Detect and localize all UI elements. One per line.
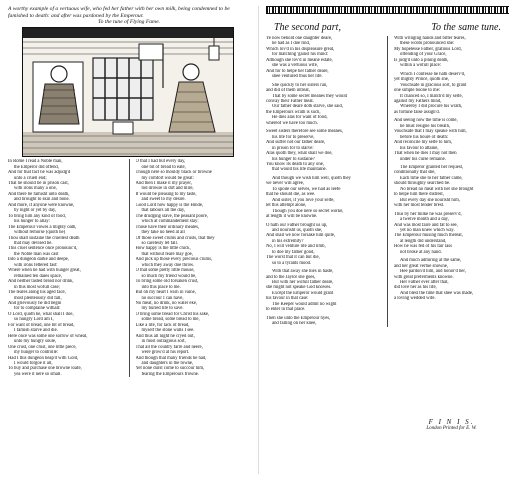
verse-line: at length did understand, xyxy=(400,238,447,244)
verse-line: some bread, some bread to me, xyxy=(141,317,200,323)
verse-line: The Emperour vowes a mighty oath, xyxy=(8,224,77,230)
verse-line: and nourisht us, quoth she, xyxy=(272,227,323,233)
verse-line: My hopelesse Father, gratious Lord, xyxy=(394,46,462,52)
verse-line: to helpe him there distrest, xyxy=(394,192,444,198)
verse-line: and brought to skin and bone. xyxy=(14,197,70,203)
verse-line: But oh my heart I wish in vaine, xyxy=(135,290,196,296)
verse-line: O Lord, quoth he, what shall I doe, xyxy=(8,311,74,317)
verse-line: Sweet sisters therefore see some meanes, xyxy=(266,129,344,135)
verse-line: This cruel sentence once pronounc'd, xyxy=(8,246,78,252)
tune-line: To the tune of Flying Fame. xyxy=(98,19,160,26)
verse-line: should throughly searched be. xyxy=(394,181,451,187)
verse-line: that may devised be. xyxy=(14,240,53,246)
verse-line: Yet none durst come to succour him, xyxy=(135,366,205,372)
column-rule xyxy=(387,36,388,327)
verse-line: And for to helpe her father deare, xyxy=(266,68,329,74)
verse-line: and sweet to my desire. xyxy=(141,197,186,203)
verse-line: And reconcile my selfe to him, xyxy=(394,140,453,146)
verse-line: Where when he had with hunger great, xyxy=(8,268,81,274)
finis-text: F I N I S. xyxy=(428,418,475,426)
verse-line: these words pronounced she: xyxy=(400,41,455,47)
verse-line: so much my friend would be, xyxy=(141,273,197,279)
verse-line: my hunger to controlle: xyxy=(14,350,59,356)
verse-line: Our father deare doth starve, she said, xyxy=(272,104,344,110)
left-text-columns xyxy=(8,159,250,377)
verse-line: One crust, one crust, one little piece, xyxy=(8,344,77,350)
verse-line: not broke at any hand. xyxy=(400,249,442,255)
verse-line: Ye now behold one daughter deare, xyxy=(266,36,333,41)
verse-line: she was a vertuous wife, xyxy=(272,63,318,69)
verse-line: no succour I can have, xyxy=(141,295,184,301)
verse-line: And there be famisht unto death, xyxy=(8,191,70,197)
verse-line: It chanced so, I match'd my selfe, xyxy=(400,93,463,99)
verse-line: That by some secret meanes they would xyxy=(272,93,347,99)
verse-line: That all the country farre and neere, xyxy=(135,344,203,350)
verse-line: No, I will venture life and limb, xyxy=(266,244,326,250)
verse-line: Except the Emperor would grant xyxy=(272,290,334,296)
verse-line: by night or yet by day, xyxy=(14,208,57,214)
verse-line: Here once was some one sorrow of wheat, xyxy=(8,333,88,339)
verse-line: to doe my father good, xyxy=(272,249,315,255)
verse-line: with irons fettered fast: xyxy=(14,262,58,268)
verse-line: with great preferments knowne. xyxy=(394,274,454,280)
verse-line: he had as I doe find, xyxy=(272,41,311,47)
verse-line: the Emperor did offend, xyxy=(14,164,59,170)
verse-line: Had I this dungeon heap'd with Gold, xyxy=(8,355,79,361)
verse-line: in most outragious sort, xyxy=(141,339,186,345)
verse-line: And shall we now forsake him quite, xyxy=(266,233,336,239)
verse-line: unto my hungry soule, xyxy=(14,339,57,345)
verse-line: offending of your Grace, xyxy=(400,52,447,58)
verse-line: O bring some bread for Christ his sake, xyxy=(135,311,210,317)
heading-second-part: The second part, xyxy=(274,22,341,33)
verse-line: within a wofull place: xyxy=(400,63,442,69)
verse-line: Then she unto the Emperour hyes, xyxy=(266,315,331,321)
verse-line: The teares along his aged face, xyxy=(8,290,66,296)
woodcut-illustration xyxy=(22,27,234,157)
verse-line: Thou shalt sustaine the cruellest death xyxy=(8,235,80,241)
top-ornament-border xyxy=(266,6,509,14)
verse-line: She quickly to her sisters ran, xyxy=(272,82,328,88)
verse-line: I famish starve and die. xyxy=(14,328,58,334)
verse-line: that would his life maintaine. xyxy=(272,167,327,173)
verse-line: The worst that it can but die, xyxy=(266,255,320,261)
verse-line: we never will agree, xyxy=(266,181,305,187)
verse-line: conditionally that she, xyxy=(394,170,436,176)
verse-line: Vouchsafe that I may speake with him, xyxy=(394,129,467,135)
verse-line: fearing the Emperours frowne. xyxy=(141,371,200,377)
verse-line: And seeing now the time is come, xyxy=(394,118,458,124)
verse-line: But every day she nourisht him, xyxy=(400,197,460,203)
verse-line: With that away she hies in haste, xyxy=(272,269,334,275)
verse-line: his favour to attaine, xyxy=(400,145,439,151)
verse-line: O that I had but every day, xyxy=(135,159,186,165)
left-page xyxy=(8,6,250,377)
verse-line: And though we wish him well, quoth they xyxy=(272,175,351,181)
right-column-1 xyxy=(266,36,381,327)
verse-line: his favour in that case: xyxy=(266,296,309,302)
verse-line: And grievously he did begin xyxy=(8,300,62,306)
verse-line: Hee pardon'd him, and honor'd her, xyxy=(400,269,466,275)
verse-line: in prison for to starve: xyxy=(272,145,314,151)
verse-line: Thus by her milke he was preserv'd, xyxy=(394,211,462,217)
verse-line: And then I make it my prayer, xyxy=(135,181,192,186)
verse-line: Though you doe nere so secret worke, xyxy=(272,208,344,214)
verse-line: He dies alas for want of food, xyxy=(272,115,328,121)
verse-line: she might not speake God knowes. xyxy=(266,285,332,291)
verse-line: my comfort would be great: xyxy=(141,175,194,181)
verse-line: tod drowse in dirt and mire, xyxy=(141,186,194,192)
verse-line: And pick up those every precious crums, xyxy=(135,257,213,263)
verse-line: How happy is the little chick, xyxy=(135,246,191,252)
verse-line: for matching 'gainst his mind: xyxy=(272,52,329,58)
verse-line: unto a cruell end; xyxy=(14,175,47,181)
verse-line: And neither tasted bread nor drink, xyxy=(8,279,74,285)
verse-line: shee ventured thus her life. xyxy=(272,74,323,80)
verse-line: It would be pleasing to my taste, xyxy=(135,191,197,197)
verse-line: Those have their ordinary meales, xyxy=(135,224,200,230)
verse-line: myself the stone walls I see. xyxy=(141,328,195,334)
verse-line: For want of bread, one bit of bread, xyxy=(8,322,75,328)
verse-line: which they away doe throw. xyxy=(141,262,195,268)
verse-line: so carelesly let fall. xyxy=(141,240,178,246)
verse-line: And was most faire and fat to see, xyxy=(394,222,458,228)
verse-line: the Emperours wrath is such, xyxy=(266,109,321,115)
verse-line: The Emperour musing much thereat, xyxy=(394,233,463,239)
right-text-columns xyxy=(266,36,509,327)
verse-line: against my Fathers mind, xyxy=(394,98,442,104)
verse-line: I would forgoe it all, xyxy=(14,360,53,366)
verse-line: did love her as his life, xyxy=(394,285,437,291)
verse-line: And though that many friends he had, xyxy=(135,355,207,361)
verse-line: in his extremity? xyxy=(272,238,304,244)
verse-line: Vouchsafe in gracious sort, to grant xyxy=(400,82,467,88)
verse-line: a loving wedded wife. xyxy=(394,296,436,302)
woodcut-image xyxy=(23,28,233,156)
verse-line: and falling on her knee, xyxy=(272,321,317,327)
verse-line: a twelve month and a day, xyxy=(400,217,449,223)
verse-line: that labours all the day, xyxy=(141,208,186,214)
verse-line: Which I confesse he hath deserv'd, xyxy=(400,71,466,77)
verse-line: most plenteously did fall, xyxy=(14,295,62,301)
verse-line: Good Lord how happy is the Hinde, xyxy=(135,202,204,208)
verse-line: as fortune false assign'd. xyxy=(394,109,440,115)
verse-line: Though nere so mouldy black or browne xyxy=(135,170,212,176)
verse-line: yet no man knew which way. xyxy=(400,227,455,233)
verse-line: To spoile our selves, we had as leefe xyxy=(272,186,341,192)
verse-line: at length it will be knowne. xyxy=(266,214,318,220)
colophon xyxy=(394,414,509,431)
verse-line: that he should die, as wee. xyxy=(266,192,316,198)
verse-line: let this attempt alone, xyxy=(266,203,307,209)
verse-line: one bit of bread to eate, xyxy=(141,164,186,170)
verse-line: convay their Father meat. xyxy=(266,98,314,104)
verse-line: under his curse remaine. xyxy=(400,156,446,162)
verse-line: To buy and purchase one browne loafe, xyxy=(8,366,82,372)
left-column-2 xyxy=(136,159,251,377)
verse-line: whereof we have too much. xyxy=(266,120,318,126)
verse-line: And sister, if you love your selfe, xyxy=(272,197,335,203)
verse-line: That he should be in prison cast, xyxy=(8,181,69,186)
verse-line: yea were it nere so small. xyxy=(14,371,62,377)
verse-line: O hath our Father brought us up, xyxy=(266,222,328,228)
verse-line: Her Father ever after that, xyxy=(400,280,449,286)
verse-line: they take no heed at all xyxy=(141,230,185,236)
column-rule xyxy=(129,159,130,377)
verse-line: Into a dungeon darke and deepe, xyxy=(8,257,69,263)
printer-line: London Printed for E. W. xyxy=(426,426,477,431)
left-column-1 xyxy=(8,159,123,377)
verse-line: The Keeper would admit no wight xyxy=(272,301,337,307)
verse-line: remained ten daies space, xyxy=(14,273,62,279)
verse-line: his life for to preserve, xyxy=(272,134,315,140)
verse-line: How he was fed of his fair lass xyxy=(394,244,452,250)
verse-line: his hunger to allay: xyxy=(14,219,51,225)
verse-line: And for that fact he was adjudg'd xyxy=(8,170,71,176)
verse-line: one simple boone to me: xyxy=(394,88,441,94)
verse-line: were grow'd at his report. xyxy=(141,350,190,356)
verse-line: The drudging slave, the peasant poore, xyxy=(135,213,209,219)
verse-line: That when he dies I may not then xyxy=(394,151,457,157)
verse-line: To bring some old forsaken crust, xyxy=(135,279,199,285)
verse-line: And suffer not our father deare, xyxy=(266,140,326,146)
second-part-heading xyxy=(266,22,509,33)
verse-line: without remorse (quoth he) xyxy=(14,230,66,236)
verse-line: No bread no meat with her she brought xyxy=(400,186,474,192)
verse-line: The Emperor granted her request, xyxy=(400,164,464,170)
verse-line: with her most tender brest. xyxy=(394,203,445,209)
verse-line: yet mighty Prince, quoth she, xyxy=(394,77,449,83)
verse-line: to enter in that place. xyxy=(266,307,306,313)
verse-line: before his houre of death: xyxy=(400,134,449,140)
verse-line: To bring him any kind of food, xyxy=(8,213,66,219)
verse-line: in this most wofull case; xyxy=(14,284,60,290)
verse-line: O that some pretty little mouse, xyxy=(135,268,195,274)
verse-line: Each time she to her father came, xyxy=(400,175,463,181)
right-page xyxy=(266,6,509,431)
verse-line: But with her wofull father deare, xyxy=(272,280,334,286)
verse-line: with irons many a one, xyxy=(14,186,57,192)
verse-line: he must resigne his breath, xyxy=(400,123,451,129)
verse-line: In Rome I read a Noble man, xyxy=(8,159,63,165)
verse-line: and did of them intreat, xyxy=(266,88,310,94)
verse-line: Of those sweet crums and crusts, that they xyxy=(135,235,215,241)
right-column-2 xyxy=(394,36,509,327)
verse-line: Which lov'd in his displeasure great, xyxy=(266,46,335,52)
verse-line: Whereby I did procure his wrath, xyxy=(400,104,463,110)
verse-line: and her great vertue showne, xyxy=(394,263,449,269)
verse-line: Alas quoth they, what shall we doe, xyxy=(266,151,333,157)
verse-line: the Noble man was cast xyxy=(14,251,59,257)
verse-line: With wringing hands and bitter teares, xyxy=(394,36,466,41)
verse-line: And much admiring at the same, xyxy=(400,258,462,264)
verse-line: Although she lov'd in meane estate, xyxy=(266,57,333,63)
verse-line: for to complaine withall: xyxy=(14,306,61,312)
verse-line: And blest the time that shee was made, xyxy=(400,290,474,296)
verse-line: so to a tyrants mood. xyxy=(272,260,312,266)
verse-line: so hungry Lord am I, xyxy=(14,317,54,323)
verse-line: No meat, no drink, no water eke, xyxy=(135,300,198,306)
page-fold xyxy=(258,6,259,474)
verse-line: And more, if anyone were knowne, xyxy=(8,202,75,208)
heading-same-tune: To the same tune. xyxy=(431,22,501,33)
verse-line: and daughters in the towne, xyxy=(141,360,194,366)
verse-line: his hunger to sustaine? xyxy=(272,156,315,162)
verse-line: Like a life, for lack of bread, xyxy=(135,322,190,328)
verse-line: that without feare may goe, xyxy=(141,251,193,257)
verse-line: Is judg'd unto a pining death, xyxy=(394,57,449,63)
verse-line: my buried life to save. xyxy=(141,306,184,312)
ballad-intro: A worthy example of a vertuous wife, who fed her father with her own milk, being condemned to be famished to death: and after was pardoned by the Emperour. xyxy=(8,6,230,19)
verse-line: And thus all night he cryed out, xyxy=(135,333,195,339)
verse-line: You know its death to any one, xyxy=(266,161,324,167)
verse-line: and to the Jaylor she goes, xyxy=(266,274,316,280)
verse-line: into this place to me. xyxy=(141,284,181,290)
verse-line: which at commandement stay: xyxy=(141,219,199,225)
